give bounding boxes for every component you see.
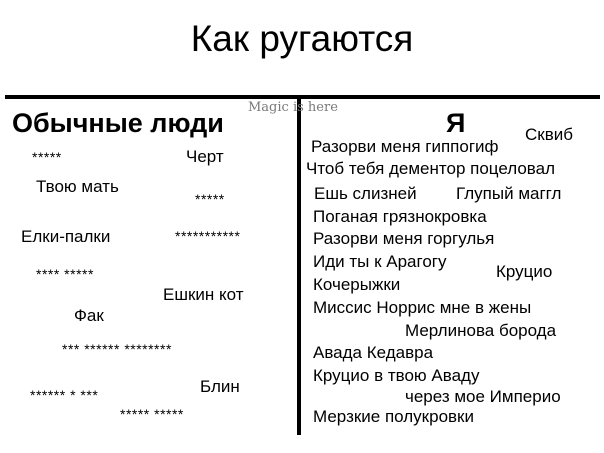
left-item: Черт: [186, 147, 224, 166]
right-item: Мерзкие полукровки: [313, 407, 474, 426]
left-item: *** ****** ********: [62, 341, 172, 357]
right-item: Глупый маггл: [456, 184, 562, 203]
right-item: Круцио в твою Аваду: [313, 366, 480, 385]
left-item: Твою мать: [36, 177, 119, 196]
left-item: ***********: [175, 228, 241, 244]
watermark: Magic is here: [248, 100, 338, 115]
page-title: Как ругаются: [190, 18, 414, 59]
right-item: Иди ты к Арагогу: [313, 252, 447, 271]
right-item: Сквиб: [525, 125, 573, 144]
left-item: **** *****: [36, 266, 94, 282]
left-item: *****: [32, 149, 62, 165]
right-item: Мерлинова борода: [405, 321, 557, 340]
right-item: Разорви меня гиппогиф: [311, 137, 499, 156]
right-item: Чтоб тебя дементор поцеловал: [306, 159, 555, 178]
right-item: Кочерыжки: [313, 275, 401, 294]
left-item: Ешкин кот: [163, 285, 244, 304]
right-item: Авада Кедавра: [313, 343, 434, 362]
right-item: Ешь слизней: [314, 184, 417, 203]
left-item: ****** * ***: [30, 387, 99, 403]
right-item: Поганая грязнокровка: [313, 207, 487, 226]
vertical-divider: [297, 95, 301, 435]
left-item: ***** *****: [120, 406, 184, 422]
horizontal-divider: [5, 95, 600, 99]
left-item: *****: [195, 191, 225, 207]
right-item: Разорви меня горгулья: [313, 229, 495, 248]
right-item: Круцио: [496, 262, 553, 281]
left-column-heading: Обычные люди: [12, 108, 224, 138]
left-item: Блин: [200, 377, 240, 396]
right-column-heading: Я: [446, 108, 466, 138]
left-item: Фак: [74, 306, 104, 325]
left-item: Елки-палки: [21, 227, 111, 246]
right-item: через мое Империо: [405, 387, 561, 406]
right-item: Миссис Норрис мне в жены: [313, 298, 532, 317]
